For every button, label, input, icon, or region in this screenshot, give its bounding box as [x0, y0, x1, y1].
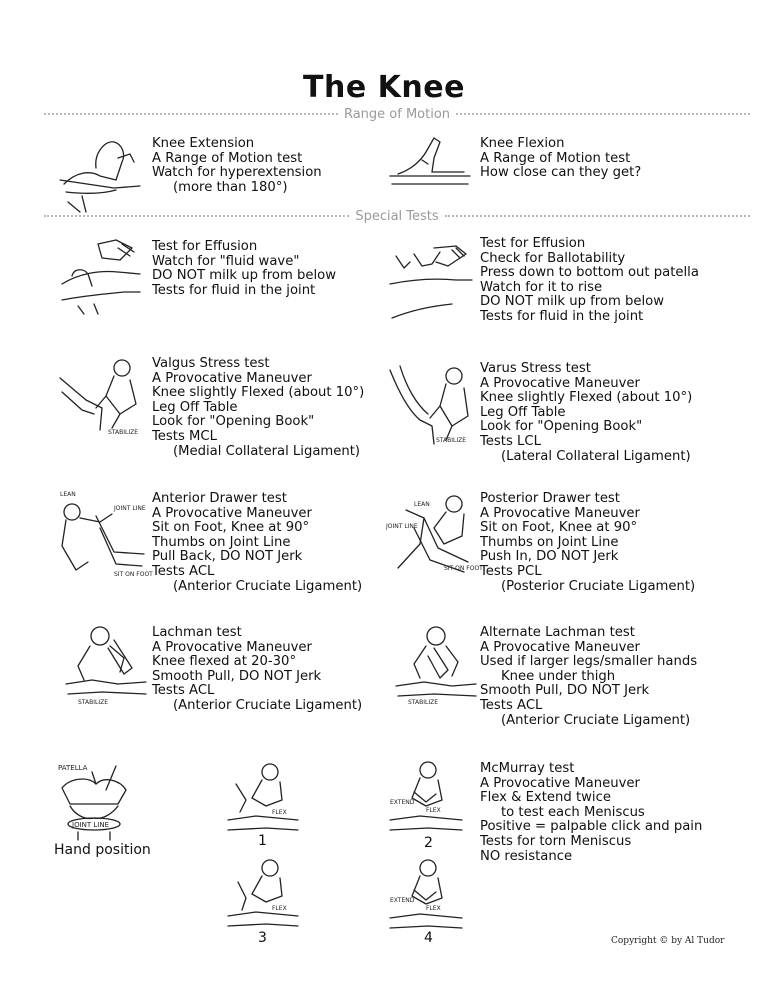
text-line-indented: (Lateral Collateral Ligament): [501, 448, 691, 464]
anterior-drawer-text: [152, 492, 362, 594]
text-line: Knee slightly Flexed (about 10°): [152, 385, 365, 401]
text-line: A Provocative Maneuver: [152, 370, 312, 386]
text-line: Watch for "fluid wave": [152, 253, 300, 269]
knee-flexion-text: [480, 137, 641, 181]
lachman-text: [152, 626, 362, 714]
mcmurray-step-number: 1: [258, 833, 267, 849]
mcmurray-step-4-illustration: [388, 856, 464, 932]
range-of-motion-heading: Range of Motion: [343, 106, 451, 122]
text-line: Tests ACL: [152, 683, 215, 699]
knee-extension-text: [152, 137, 322, 195]
extend-label: EXTEND: [390, 897, 415, 904]
text-line: Tests for torn Meniscus: [480, 833, 632, 849]
varus-stress-illustration: [386, 356, 476, 448]
stabilize-label: STABILIZE: [408, 699, 439, 706]
flex-label: FLEX: [426, 807, 441, 814]
stabilize-label: STABILIZE: [108, 429, 139, 436]
mcmurray-step-number: 2: [424, 835, 433, 851]
text-line: Posterior Drawer test: [480, 491, 620, 506]
text-line: Tests for fluid in the joint: [152, 282, 316, 298]
posterior-drawer-illustration: [384, 488, 483, 580]
text-line: Tests ACL: [152, 563, 215, 579]
lachman-illustration: [62, 622, 148, 708]
stabilize-label: STABILIZE: [78, 699, 109, 706]
effusion-ballotability-illustration: [386, 244, 474, 322]
text-line: A Provocative Maneuver: [152, 639, 312, 655]
text-line-indented: (Anterior Cruciate Ligament): [173, 697, 363, 713]
text-line: Watch for it to rise: [480, 279, 603, 295]
text-line: Press down to bottom out patella: [480, 265, 699, 281]
effusion-fluid-wave-text: [152, 240, 336, 298]
text-line: NO resistance: [480, 848, 573, 864]
text-line: Anterior Drawer test: [152, 491, 287, 506]
text-line: A Provocative Maneuver: [480, 639, 640, 655]
text-line: Pull Back, DO NOT Jerk: [152, 549, 303, 565]
text-line-indented: (Medial Collateral Ligament): [173, 443, 361, 459]
varus-stress-text: [480, 362, 692, 464]
text-line: Push In, DO NOT Jerk: [480, 549, 619, 565]
text-line-indented: (Anterior Cruciate Ligament): [173, 578, 363, 594]
mcmurray-step-3-illustration: [226, 856, 300, 930]
joint-line-label: JOINT LINE: [386, 523, 418, 530]
text-line: Smooth Pull, DO NOT Jerk: [480, 683, 650, 699]
text-line: Knee Flexion: [480, 136, 565, 151]
mcmurray-step-number: 3: [258, 930, 267, 946]
text-line: Tests PCL: [480, 563, 542, 579]
text-line: Test for Effusion: [480, 236, 586, 251]
text-line: Tests LCL: [480, 433, 541, 449]
copyright-notice: Copyright © by Al Tudor: [611, 936, 725, 946]
flex-label: FLEX: [426, 905, 441, 912]
text-line-indented: Knee under thigh: [501, 668, 616, 684]
special-tests-heading: Special Tests: [355, 208, 439, 224]
text-line: Leg Off Table: [152, 399, 238, 415]
text-line: Smooth Pull, DO NOT Jerk: [152, 668, 322, 684]
text-line: A Range of Motion test: [152, 150, 303, 166]
text-line: Test for Effusion: [152, 239, 258, 254]
effusion-ballotability-text: [480, 237, 699, 325]
mcmurray-step-2-illustration: [388, 758, 464, 834]
text-line: Thumbs on Joint Line: [480, 534, 619, 550]
text-line: Watch for hyperextension: [152, 165, 322, 181]
flex-label: FLEX: [272, 905, 287, 912]
text-line: Tests MCL: [152, 428, 217, 444]
text-line: Look for "Opening Book": [480, 419, 643, 435]
joint-line-label: JOINT LINE: [114, 505, 146, 512]
text-line: Varus Stress test: [480, 361, 591, 376]
text-line: A Provocative Maneuver: [480, 375, 640, 391]
hand-position-caption: Hand position: [54, 842, 151, 858]
valgus-stress-illustration: [56, 352, 146, 442]
knee-extension-illustration: [56, 132, 146, 214]
extend-label: EXTEND: [390, 799, 415, 806]
mcmurray-step-number: 4: [424, 930, 433, 946]
text-line: Knee flexed at 20-30°: [152, 654, 297, 670]
text-line: DO NOT milk up from below: [480, 294, 665, 310]
text-line: Sit on Foot, Knee at 90°: [152, 520, 310, 536]
mcmurray-step-1-illustration: [226, 760, 300, 834]
text-line: Flex & Extend twice: [480, 790, 611, 806]
text-line: A Range of Motion test: [480, 150, 631, 166]
text-line: Tests ACL: [480, 697, 543, 713]
text-line: DO NOT milk up from below: [152, 268, 337, 284]
anterior-drawer-illustration: [56, 488, 153, 580]
range-of-motion-divider: [44, 106, 750, 122]
hand-position-illustration: [56, 760, 132, 842]
page-title: The Knee: [303, 70, 465, 105]
text-line: McMurray test: [480, 761, 575, 776]
text-line: Thumbs on Joint Line: [152, 534, 291, 550]
posterior-drawer-text: [480, 492, 695, 594]
text-line: A Provocative Maneuver: [480, 775, 640, 791]
stabilize-label: STABILIZE: [436, 437, 467, 444]
alternate-lachman-text: [480, 626, 697, 728]
text-line: A Provocative Maneuver: [152, 505, 312, 521]
mcmurray-text: [480, 762, 702, 864]
lean-label: LEAN: [60, 491, 76, 498]
text-line-indented: to test each Meniscus: [501, 804, 645, 820]
text-line: Knee Extension: [152, 136, 255, 151]
text-line-indented: (Anterior Cruciate Ligament): [501, 712, 691, 728]
text-line: Look for "Opening Book": [152, 414, 315, 430]
knee-flexion-illustration: [388, 132, 474, 192]
text-line: Sit on Foot, Knee at 90°: [480, 520, 638, 536]
sit-on-foot-label: SIT ON FOOT: [444, 565, 483, 572]
text-line: A Provocative Maneuver: [480, 505, 640, 521]
joint-line-label: JOINT LINE: [72, 821, 109, 829]
text-line: Leg Off Table: [480, 404, 566, 420]
text-line: Tests for fluid in the joint: [480, 308, 644, 324]
text-line: Alternate Lachman test: [480, 625, 635, 640]
text-line-indented: (Posterior Cruciate Ligament): [501, 578, 696, 594]
alternate-lachman-illustration: [394, 622, 478, 708]
text-line: Used if larger legs/smaller hands: [480, 654, 698, 670]
text-line: Positive = palpable click and pain: [480, 819, 703, 835]
patella-label: PATELLA: [58, 764, 88, 772]
special-tests-divider: [44, 208, 750, 224]
flex-label: FLEX: [272, 809, 287, 816]
text-line-indented: (more than 180°): [173, 179, 288, 195]
text-line: How close can they get?: [480, 165, 642, 181]
text-line: Lachman test: [152, 625, 242, 640]
text-line: Check for Ballotability: [480, 250, 626, 266]
effusion-fluid-wave-illustration: [58, 234, 144, 316]
sit-on-foot-label: SIT ON FOOT: [114, 571, 153, 578]
text-line: Knee slightly Flexed (about 10°): [480, 390, 693, 406]
valgus-stress-text: [152, 357, 364, 459]
text-line: Valgus Stress test: [152, 356, 270, 371]
lean-label: LEAN: [414, 501, 430, 508]
